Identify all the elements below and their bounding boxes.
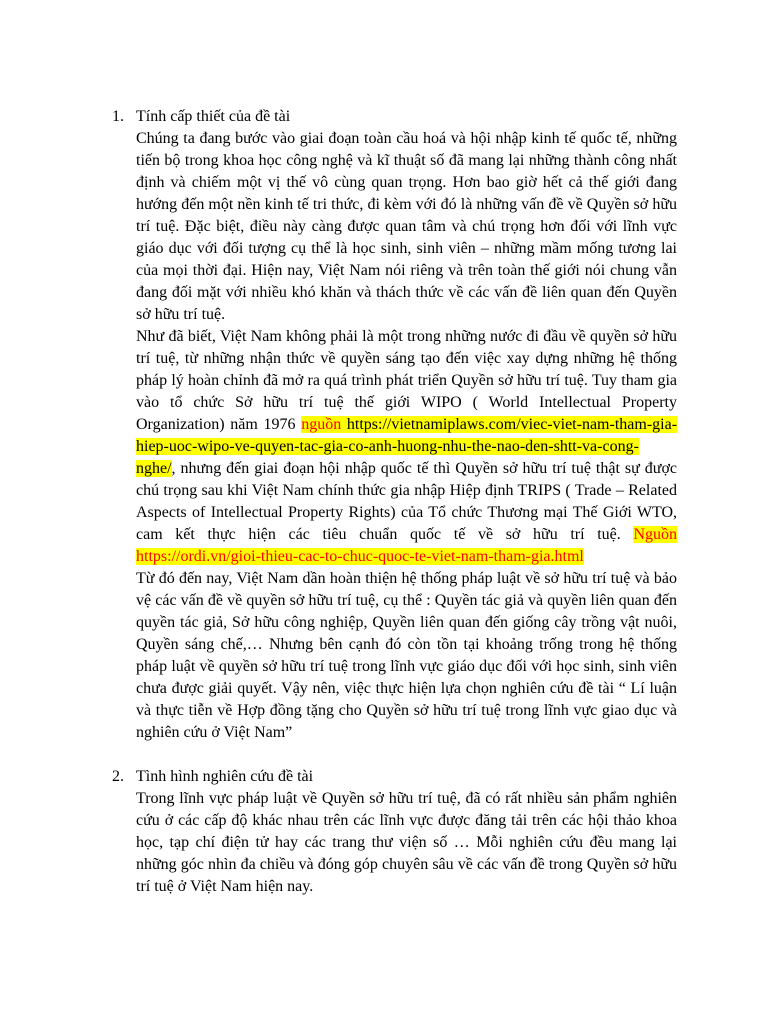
source-url-link[interactable]: https://ordi.vn/gioi-thieu-cac-to-chuc-quoc-te-viet-nam-tham-gia.html <box>136 548 584 565</box>
paragraph-text: Như đã biết, Việt Nam không phải là một trong những nước đi đầu về quyền sở hữu trí tuệ, từ những nhận thức về quyền sáng tạo đến việc xay dựng những hệ thống pháp lý hoàn chỉnh đã mở ra quá trình phát triển Quyền sở hữu trí tuệ. Tuy tham gia vào tổ chức Sở hữu trí tuệ thế giới WIPO ( World Intellectual Property Organization) năm 1976 <box>136 328 677 433</box>
section-heading: Tình hình nghiên cứu đề tài <box>136 768 314 785</box>
paragraph: Trong lĩnh vực pháp luật về Quyền sở hữu trí tuệ, đã có rất nhiều sản phẩm nghiên cứu ở các cấp độ khác nhau trên các lĩnh vực được đăng tải trên các hội thảo khoa học, tạp chí điện tử hay các trang thư viện số … Mỗi nghiên cứu đều mang lại những góc nhìn đa chiều và đóng góp chuyên sâu về các vấn đề trong Quyền sở hữu trí tuệ ở Việt Nam hiện nay. <box>136 790 677 895</box>
section-list <box>0 106 768 898</box>
section-heading: Tính cấp thiết của đề tài <box>136 108 291 125</box>
section-research-status <box>0 766 768 898</box>
section-number: 1. <box>112 108 124 125</box>
paragraph: Từ đó đến nay, Việt Nam dần hoàn thiện hệ thống pháp luật về sở hữu trí tuệ và bảo vệ các vấn đề về quyền sở hữu trí tuệ, cụ thể : Quyền tác giả và quyền liên quan đến quyền tác giả, Sở hữu công nghiệp, Quyền liên quan đến giống cây trồng vật nuôi, Quyền sáng chế,… Nhưng bên cạnh đó còn tồn tại khoảng trống trong hệ thống pháp luật về quyền sở hữu trí tuệ trong lĩnh vực giáo dục đối với học sinh, sinh viên chưa được giải quyết. Vậy nên, việc thực hiện lựa chọn nghiên cứu đề tài “ Lí luận và thực tiễn về Hợp đồng tặng cho Quyền sở hữu trí tuệ trong lĩnh vực giao dục và nghiên cứu ở Việt Nam” <box>136 570 677 741</box>
source-label: Nguồn <box>633 526 677 543</box>
paragraph: Chúng ta đang bước vào giai đoạn toàn cầu hoá và hội nhập kinh tế quốc tế, những tiến bộ trong khoa học công nghệ và kĩ thuật số đã mang lại những thành công nhất định và chiếm một vị thế vô cùng quan trọng. Hơn bao giờ hết cả thế giới đang hướng đến một nền kinh tế tri thức, đi kèm với đó là những vấn đề về Quyền sở hữu trí tuệ. Đặc biệt, điều này càng được quan tâm và chú trọng hơn đối với lĩnh vực giáo dục với đối tượng cụ thể là học sinh, sinh viên – những mầm mống tương lai của mọi thời đại. Hiện nay, Việt Nam nói riêng và trên toàn thế giới nói chung vẫn đang đối mặt với nhiều khó khăn và thách thức về các vấn đề liên quan đến Quyền sở hữu trí tuệ. <box>136 130 677 323</box>
section-number: 2. <box>112 768 124 785</box>
paragraph-with-sources <box>136 326 677 568</box>
paragraph-text: , nhưng đến giai đoạn hội nhập quốc tế thì Quyền sở hữu trí tuệ thật sự được chú trọng sau khi Việt Nam chính thức gia nhập Hiệp định TRIPS ( Trade – Related Aspects of Intellectual Property Rights) của Tổ chức Thương mại Thế Giới WTO, cam kết thực hiện các tiêu chuẩn quốc tế về sở hữu trí tuệ. <box>136 460 677 543</box>
source-label: nguồn <box>301 416 342 433</box>
section-urgency <box>0 106 768 744</box>
source-url-link[interactable]: https://vietnamiplaws.com/viec-viet-nam-tham-gia-hiep-uoc-wipo-ve-quyen-tac-gia-co-anh-huong-nhu-the-nao-den-shtt-va-cong-nghe/ <box>136 416 678 477</box>
